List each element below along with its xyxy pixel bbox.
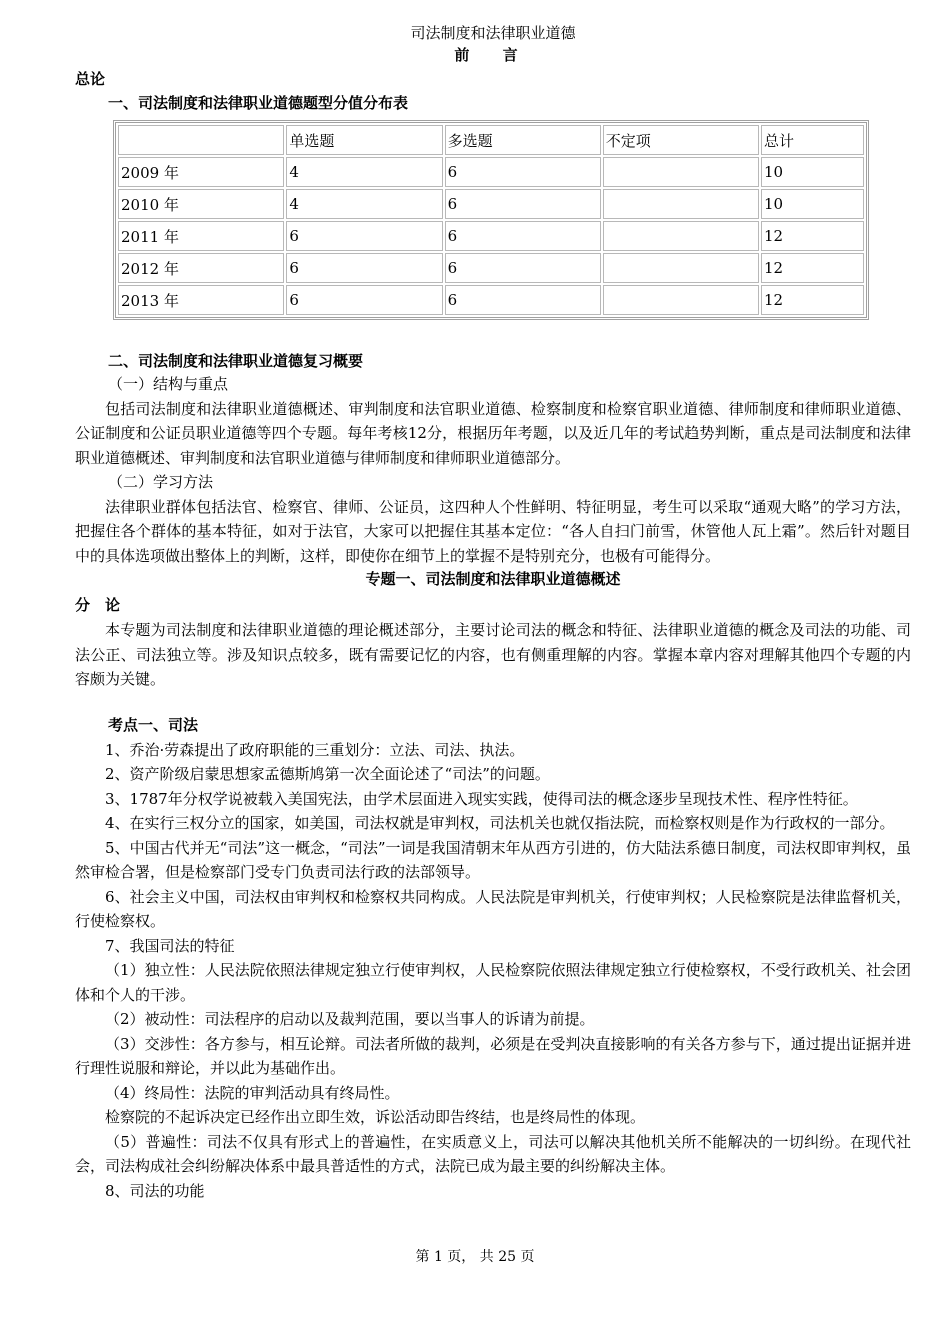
table-header-cell: 多选题 xyxy=(445,125,601,155)
table-cell xyxy=(603,221,759,251)
table-cell xyxy=(603,157,759,187)
list-item: （1）独立性：人民法院依照法律规定独立行使审判权，人民检察院依照法律规定独立行使检察权，不受行政机关、社会团体和个人的干涉。 xyxy=(75,961,911,1004)
table-cell: 2009 年 xyxy=(118,157,284,187)
point1-items xyxy=(75,738,911,1204)
list-item: 检察院的不起诉决定已经作出立即生效，诉讼活动即告终结，也是终局性的体现。 xyxy=(105,1108,646,1126)
list-item: （5）普遍性：司法不仅具有形式上的普遍性，在实质意义上，司法可以解决其他机关所不能解决的一切纠纷。在现代社会，司法构成社会纠纷解决体系中最具普适性的方式，法院已成为最主要的纠纷解决主体。 xyxy=(75,1132,911,1175)
list-item: 6、社会主义中国，司法权由审判权和检察权共同构成。人民法院是审判机关，行使审判权；人民检察院是法律监督机关，行使检察权。 xyxy=(75,887,911,930)
table-row xyxy=(118,253,864,283)
list-item: （2）被动性：司法程序的启动以及裁判范围，要以当事人的诉请为前提。 xyxy=(105,1010,595,1028)
document-page xyxy=(75,22,911,1203)
table-cell: 6 xyxy=(445,189,601,219)
point1-title: 考点一、司法 xyxy=(108,715,199,734)
page-footer: 第 1 页， 共 25 页 xyxy=(415,1249,535,1265)
section2-para1: 包括司法制度和法律职业道德概述、审判制度和法官职业道德、检察制度和检察官职业道德、律师制度和律师职业道德、公证制度和公证员职业道德等四个专题。每年考核12分，根据历年考题，以及近几年的考试趋势判断，重点是司法制度和法律职业道德概述、审判制度和法官职业道德与律师制度和律师职业道德部分。 xyxy=(75,399,911,467)
table-cell: 12 xyxy=(761,221,864,251)
list-item: 2、资产阶级启蒙思想家孟德斯鸠第一次全面论述了“司法”的问题。 xyxy=(105,765,550,783)
list-item: 4、在实行三权分立的国家，如美国，司法权就是审判权，司法机关也就仅指法院，而检察权则是作为行政权的一部分。 xyxy=(105,814,895,832)
table-header-cell: 总计 xyxy=(761,125,864,155)
table-cell: 6 xyxy=(445,253,601,283)
list-item: 8、司法的功能 xyxy=(105,1181,205,1200)
topic1-title: 专题一、司法制度和法律职业道德概述 xyxy=(365,570,621,588)
section1-title: 一、司法制度和法律职业道德题型分值分布表 xyxy=(108,94,409,112)
table-row xyxy=(118,221,864,251)
table-cell: 10 xyxy=(761,157,864,187)
table-cell: 2013 年 xyxy=(118,285,284,315)
table-row xyxy=(118,189,864,219)
table-cell: 6 xyxy=(445,157,601,187)
analysis-label: 分 论 xyxy=(75,596,121,614)
table-header-row xyxy=(118,125,864,155)
table-cell: 4 xyxy=(286,189,442,219)
overview-label: 总论 xyxy=(75,70,106,88)
score-distribution-table xyxy=(113,120,869,320)
table-cell: 6 xyxy=(445,285,601,315)
table-cell: 2012 年 xyxy=(118,253,284,283)
table-cell: 6 xyxy=(286,253,442,283)
table-cell: 6 xyxy=(445,221,601,251)
section2-para2: 法律职业群体包括法官、检察官、律师、公证员，这四种人个性鲜明、特征明显，考生可以采取“通观大略”的学习方法，把握住各个群体的基本特征，如对于法官，大家可以把握住其基本定位：“各人自扫门前雪，休管他人瓦上霜”。然后针对题目中的具体选项做出整体上的判断，这样，即使你在细节上的掌握不是特别充分，也极有可能得分。 xyxy=(75,497,911,565)
table-cell: 10 xyxy=(761,189,864,219)
table-cell xyxy=(603,285,759,315)
table-header-cell xyxy=(118,125,284,155)
table-cell: 6 xyxy=(286,285,442,315)
list-item: 3、1787年分权学说被载入美国宪法，由学术层面进入现实实践，使得司法的概念逐步呈现技术性、程序性特征。 xyxy=(105,789,858,808)
list-item: （4）终局性：法院的审判活动具有终局性。 xyxy=(105,1083,400,1102)
document-title: 司法制度和法律职业道德 xyxy=(410,24,576,42)
preface-heading: 前 言 xyxy=(454,46,532,64)
list-item: （3）交涉性：各方参与，相互论辩。司法者所做的裁判，必须是在受判决直接影响的有关各方参与下，通过提出证据并进行理性说服和辩论，并以此为基础作出。 xyxy=(75,1034,911,1077)
table-cell: 2011 年 xyxy=(118,221,284,251)
table-cell: 12 xyxy=(761,253,864,283)
list-item: 1、乔治·劳森提出了政府职能的三重划分：立法、司法、执法。 xyxy=(105,740,525,759)
section2-title: 二、司法制度和法律职业道德复习概要 xyxy=(108,352,364,370)
table-cell xyxy=(603,189,759,219)
list-item: 7、我国司法的特征 xyxy=(105,936,235,955)
topic1-intro: 本专题为司法制度和法律职业道德的理论概述部分，主要讨论司法的概念和特征、法律职业道德的概念及司法的功能、司法公正、司法独立等。涉及知识点较多，既有需要记忆的内容，也有侧重理解的内容。掌握本章内容对理解其他四个专题的内容颇为关键。 xyxy=(75,621,911,688)
section2-sub2: （二）学习方法 xyxy=(108,473,214,491)
table-row xyxy=(118,157,864,187)
list-item: 5、中国古代并无“司法”这一概念，“司法”一词是我国清朝末年从西方引进的，仿大陆法系德日制度，司法权即审判权，虽然审检合署，但是检察部门受专门负责司法行政的法部领导。 xyxy=(75,838,911,881)
table-cell: 4 xyxy=(286,157,442,187)
table-cell: 2010 年 xyxy=(118,189,284,219)
table-cell: 12 xyxy=(761,285,864,315)
table-row xyxy=(118,285,864,315)
table-header-cell: 不定项 xyxy=(603,125,759,155)
table-header-cell: 单选题 xyxy=(286,125,442,155)
table-cell: 6 xyxy=(286,221,442,251)
section2-sub1: （一）结构与重点 xyxy=(108,375,229,393)
table-cell xyxy=(603,253,759,283)
